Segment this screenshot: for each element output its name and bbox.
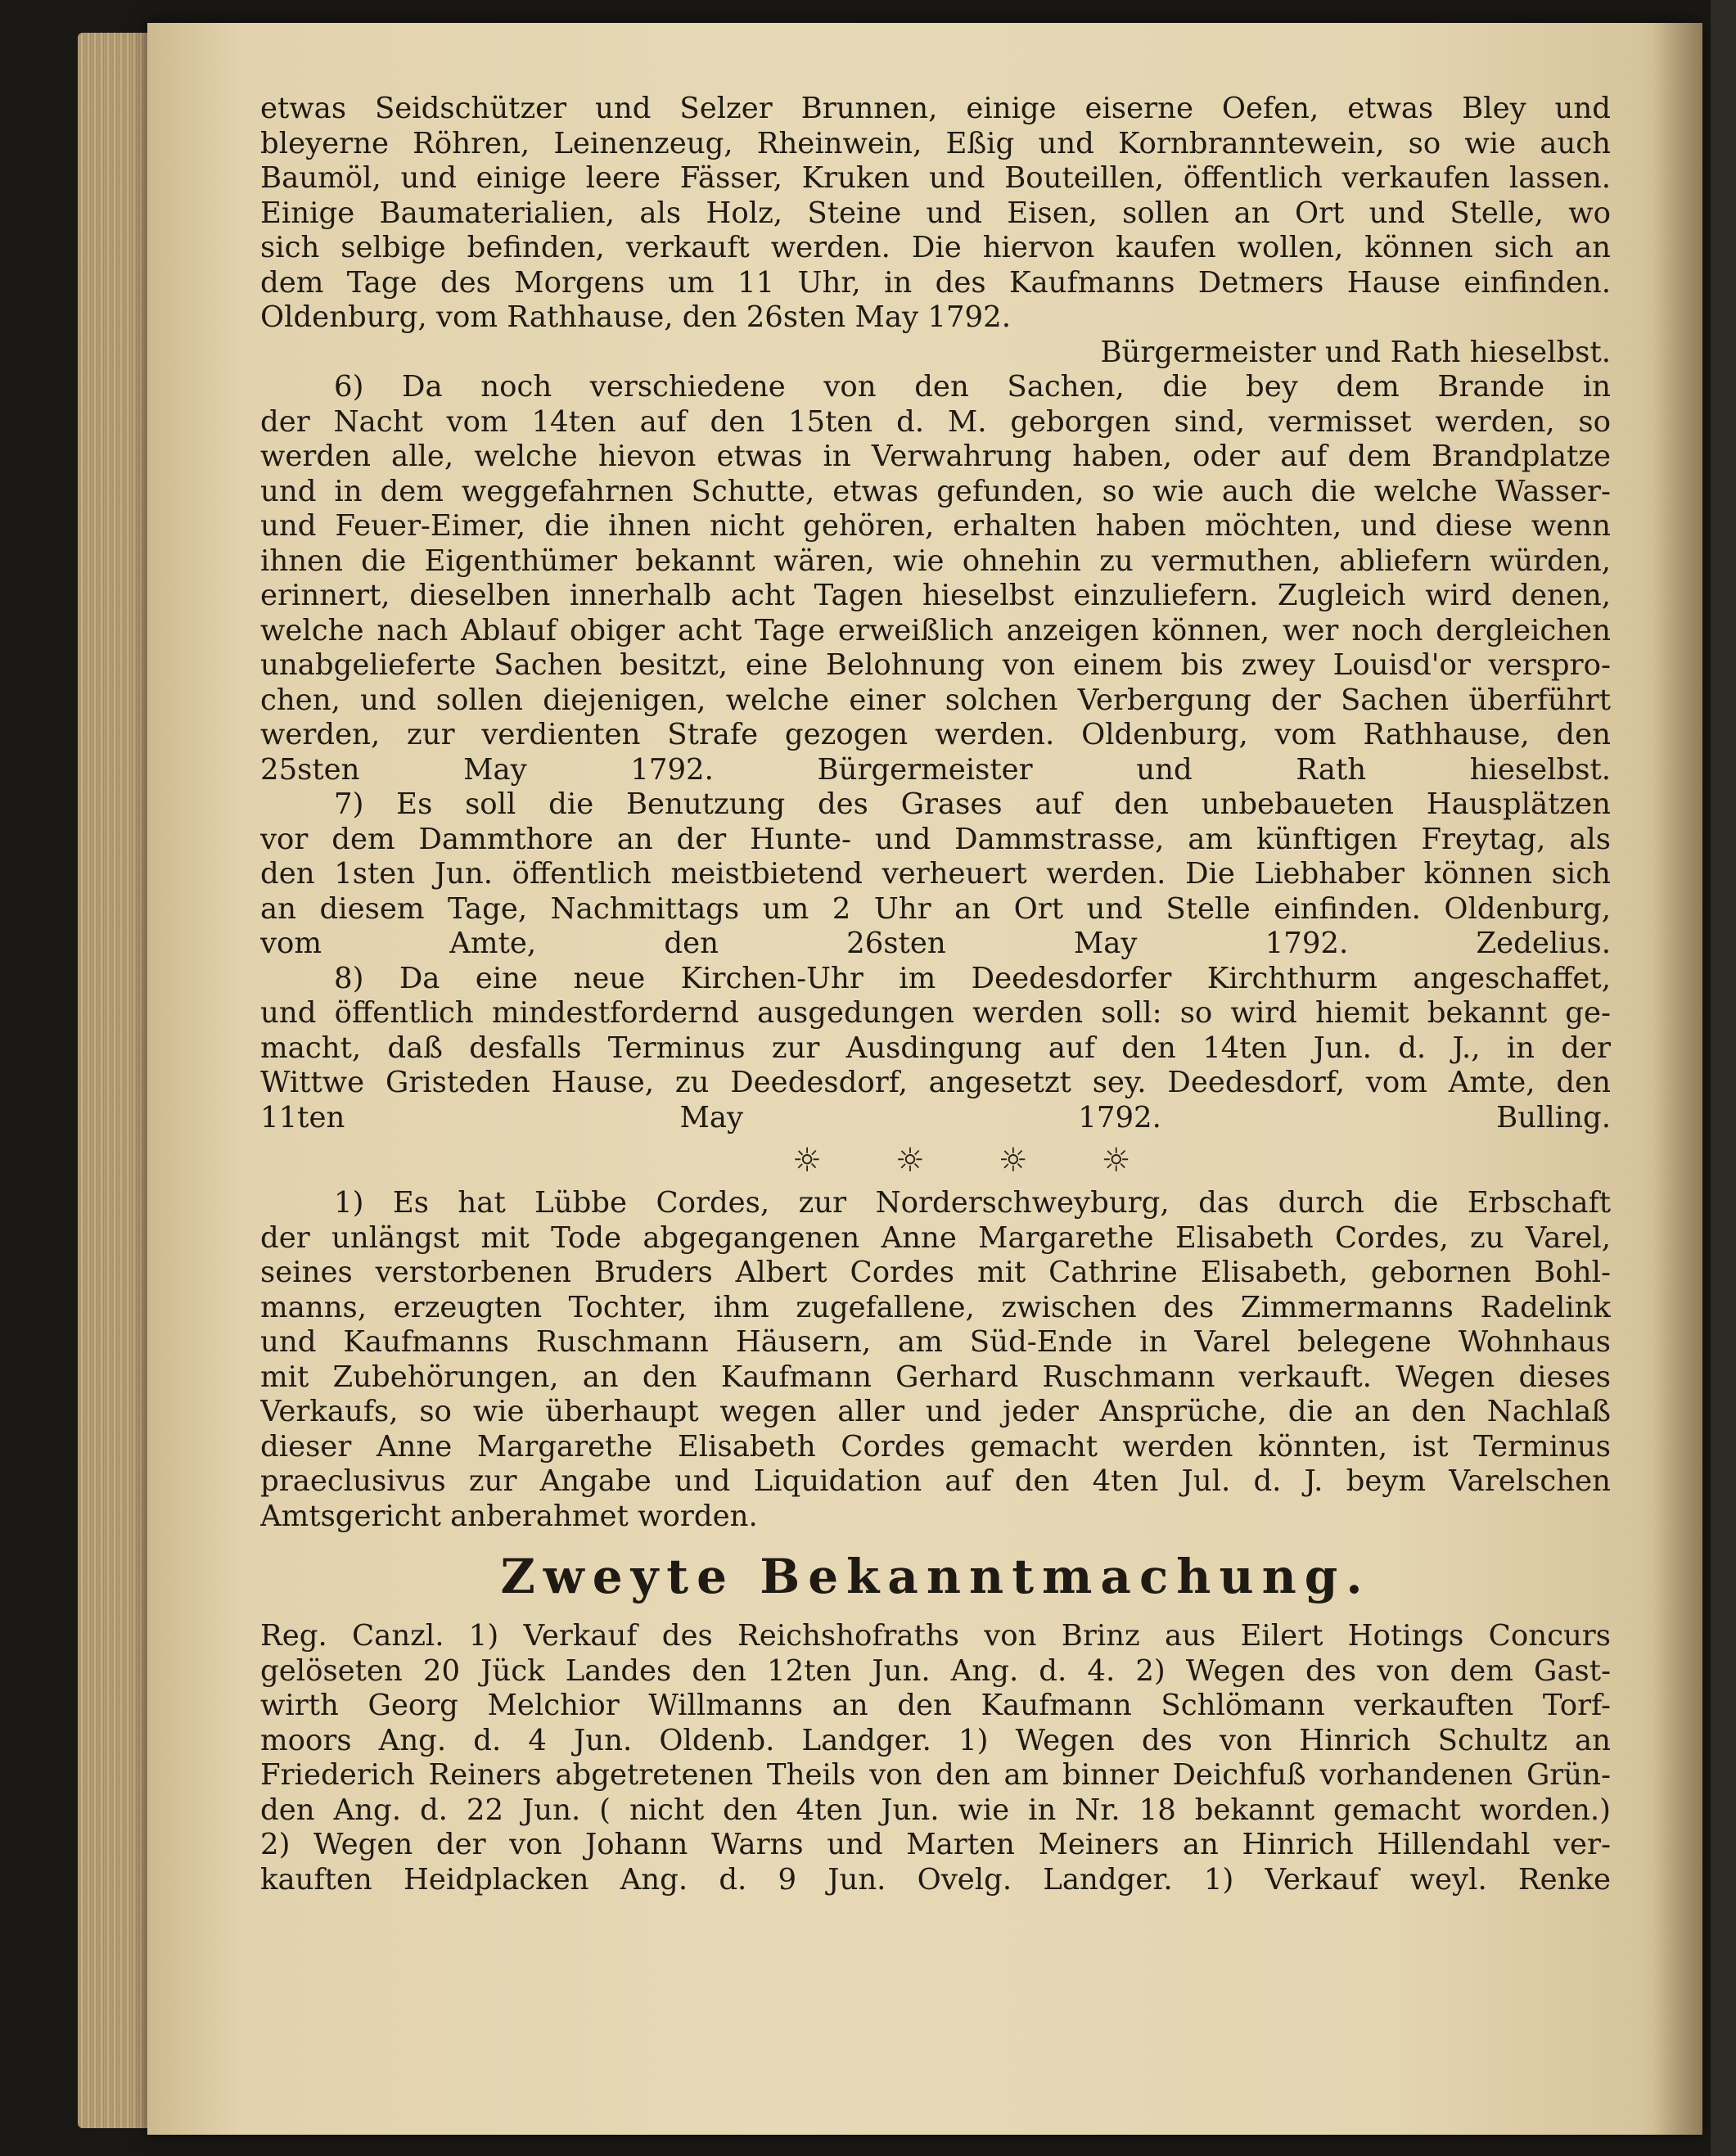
section-heading: Zweyte Bekanntmachung. bbox=[500, 1549, 1371, 1604]
text-line: moors Ang. d. 4 Jun. Oldenb. Landger. 1) Wegen des von Hinrich Schultz an bbox=[260, 1723, 1611, 1757]
text-line: den 1sten Jun. öffentlich meistbietend verheuert werden. Die Liebhaber können sich bbox=[260, 857, 1611, 891]
sun-ornament-icon: ☼ bbox=[1101, 1142, 1131, 1179]
text-line: praeclusivus zur Angabe und Liquidation auf den 4ten Jul. d. J. beym Varelschen bbox=[260, 1464, 1611, 1498]
text-line: Reg. Canzl. 1) Verkauf des Reichshofraths von Brinz aus Eilert Hotings Concurs bbox=[260, 1619, 1611, 1653]
text-line: seines verstorbenen Bruders Albert Cordes mit Cathrine Elisabeth, gebornen Bohl- bbox=[260, 1256, 1611, 1289]
text-line: Bürgermeister und Rath hieselbst. bbox=[1100, 335, 1611, 369]
text-line: wirth Georg Melchior Willmanns an den Kaufmann Schlömann verkauften Torf- bbox=[260, 1689, 1611, 1722]
page-gutter-shadow bbox=[1653, 23, 1702, 2135]
text-line: gelöseten 20 Jück Landes den 12ten Jun. Ang. d. 4. 2) Wegen des von dem Gast- bbox=[260, 1653, 1611, 1688]
text-line: macht, daß desfalls Terminus zur Ausdingung auf den 14ten Jun. d. J., in der bbox=[260, 1031, 1611, 1065]
text-line: und öffentlich mindestfordernd ausgedungen werden soll: so wird hiemit bekannt ge- bbox=[260, 996, 1611, 1030]
text-line: Verkaufs, so wie überhaupt wegen aller und jeder Ansprüche, die an den Nachlaß bbox=[260, 1395, 1611, 1428]
text-line: Friederich Reiners abgetretenen Theils von den am binner Deichfuß vorhandenen Grün- bbox=[260, 1758, 1611, 1792]
text-line: und in dem weggefahrnen Schutte, etwas gefunden, so wie auch die welche Wasser- bbox=[260, 474, 1611, 508]
text-line: der unlängst mit Tode abgegangenen Anne Margarethe Elisabeth Cordes, zu Varel, bbox=[260, 1220, 1611, 1255]
text-line: sich selbige befinden, verkauft werden. Die hiervon kaufen wollen, können sich an bbox=[260, 231, 1611, 264]
text-line: unabgelieferte Sachen besitzt, eine Belohnung von einem bis zwey Louisd'or verspro- bbox=[260, 648, 1611, 682]
text-line: 7) Es soll die Benutzung des Grases auf den unbebaueten Hausplätzen bbox=[334, 787, 1611, 821]
page-text bbox=[260, 92, 1611, 1897]
text-line: und Kaufmanns Ruschmann Häusern, am Süd-Ende in Varel belegene Wohnhaus bbox=[260, 1325, 1611, 1359]
cordes-notice-section bbox=[260, 1186, 1611, 1534]
text-line: chen, und sollen diejenigen, welche einer solchen Verbergung der Sachen überführt bbox=[260, 683, 1611, 717]
text-line: mit Zubehörungen, an den Kaufmann Gerhard Ruschmann verkauft. Wegen dieses bbox=[260, 1360, 1611, 1394]
text-line: vor dem Dammthore an der Hunte- und Dammstrasse, am künftigen Freytag, als bbox=[260, 822, 1611, 856]
text-line: dieser Anne Margarethe Elisabeth Cordes gemacht werden könnten, ist Terminus bbox=[260, 1429, 1611, 1464]
ornament-divider bbox=[260, 1135, 1611, 1186]
sun-ornament-icon: ☼ bbox=[998, 1142, 1028, 1179]
text-line: Wittwe Gristeden Hause, zu Deedesdorf, angesetzt sey. Deedesdorf, vom Amte, den bbox=[260, 1066, 1611, 1099]
sun-ornament-icon: ☼ bbox=[792, 1142, 822, 1179]
text-line: erinnert, dieselben innerhalb acht Tagen hieselbst einzuliefern. Zugleich wird denen, bbox=[260, 579, 1611, 612]
text-line: 25sten May 1792. Bürgermeister und Rath hieselbst. bbox=[260, 752, 1611, 787]
text-line: kauften Heidplacken Ang. d. 9 Jun. Ovelg. Landger. 1) Verkauf weyl. Renke bbox=[260, 1862, 1611, 1897]
text-line: 1) Es hat Lübbe Cordes, zur Norderschweyburg, das durch die Erbschaft bbox=[334, 1186, 1611, 1220]
text-line: den Ang. d. 22 Jun. ( nicht den 4ten Jun. wie in Nr. 18 bekannt gemacht worden.) bbox=[260, 1793, 1611, 1827]
text-line: Oldenburg, vom Rathhause, den 26sten May 1792. bbox=[260, 300, 1011, 334]
text-line: und Feuer-Eimer, die ihnen nicht gehören, erhalten haben möchten, und diese wenn bbox=[260, 509, 1611, 543]
text-line: welche nach Ablauf obiger acht Tage erweißlich anzeigen können, wer noch dergleichen bbox=[260, 613, 1611, 647]
text-line: der Nacht vom 14ten auf den 15ten d. M. geborgen sind, vermisset werden, so bbox=[260, 404, 1611, 439]
text-line: 8) Da eine neue Kirchen-Uhr im Deedesdorfer Kirchthurm angeschaffet, bbox=[334, 961, 1611, 995]
text-line: 11ten May 1792. Bulling. bbox=[260, 1100, 1611, 1134]
text-line: 6) Da noch verschiedene von den Sachen, die bey dem Brande in bbox=[334, 370, 1611, 404]
announcements-section bbox=[260, 92, 1611, 1135]
text-line: Baumöl, und einige leere Fässer, Kruken und Bouteillen, öffentlich verkaufen lassen. bbox=[260, 161, 1611, 195]
text-line: Einige Baumaterialien, als Holz, Steine und Eisen, sollen an Ort und Stelle, wo bbox=[260, 196, 1611, 230]
sun-ornament-icon: ☼ bbox=[895, 1142, 925, 1179]
text-line: ihnen die Eigenthümer bekannt wären, wie ohnehin zu vermuthen, abliefern würden, bbox=[260, 544, 1611, 578]
facing-page-sliver bbox=[1711, 0, 1736, 2156]
text-line: vom Amte, den 26sten May 1792. Zedelius. bbox=[260, 927, 1611, 960]
text-line: etwas Seidschützer und Selzer Brunnen, einige eiserne Oefen, etwas Bley und bbox=[260, 92, 1611, 125]
text-line: an diesem Tage, Nachmittags um 2 Uhr an Ort und Stelle einfinden. Oldenburg, bbox=[260, 891, 1611, 926]
text-line: bleyerne Röhren, Leinenzeug, Rheinwein, Eßig und Kornbranntewein, so wie auch bbox=[260, 126, 1611, 160]
text-line: werden alle, welche hievon etwas in Verwahrung haben, oder auf dem Brandplatze bbox=[260, 440, 1611, 473]
text-line: werden, zur verdienten Strafe gezogen werden. Oldenburg, vom Rathhause, den bbox=[260, 718, 1611, 751]
text-line: 2) Wegen der von Johann Warns und Marten Meiners an Hinrich Hillendahl ver- bbox=[260, 1828, 1611, 1861]
second-announcement-section bbox=[260, 1619, 1611, 1897]
text-line: manns, erzeugten Tochter, ihm zugefallene, zwischen des Zimmermanns Radelink bbox=[260, 1290, 1611, 1324]
text-line: dem Tage des Morgens um 11 Uhr, in des Kaufmanns Detmers Hause einfinden. bbox=[260, 265, 1611, 300]
text-line: Amtsgericht anberahmet worden. bbox=[260, 1499, 758, 1533]
